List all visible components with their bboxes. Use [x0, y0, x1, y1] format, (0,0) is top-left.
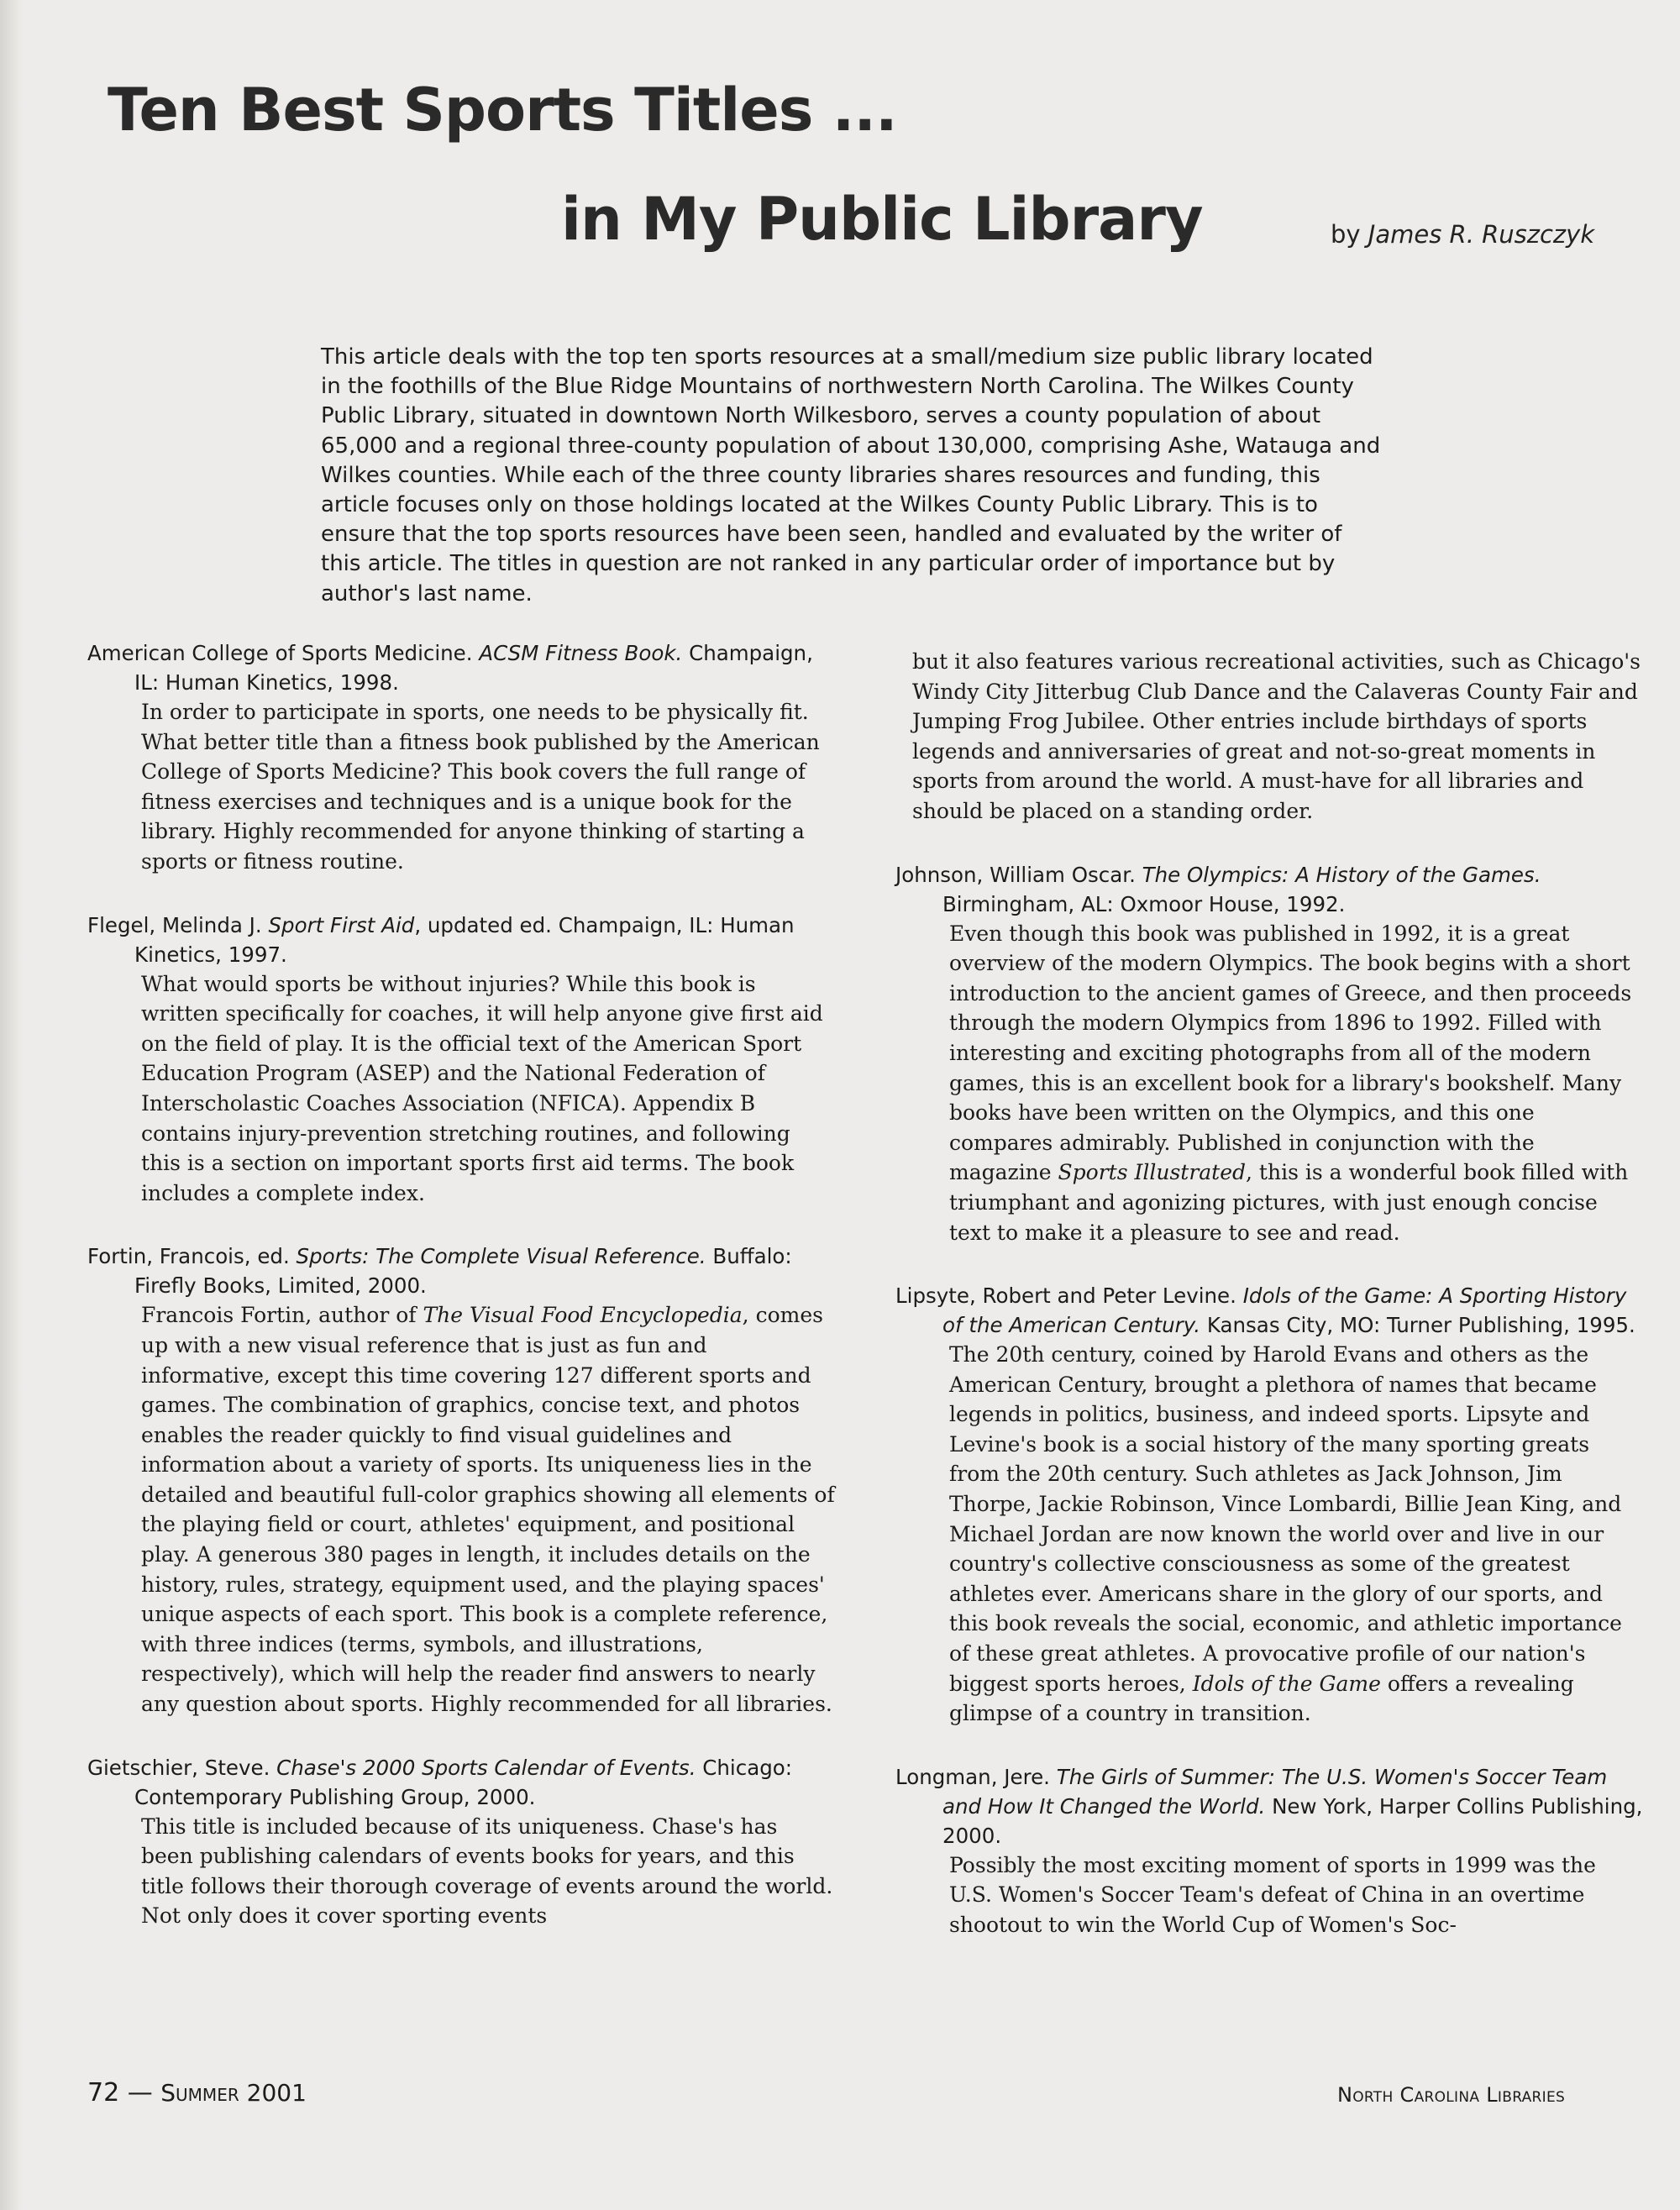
review-text-post: , this is a wonderful book filled with triumphant and agonizing pictures, with just enough concise text to make it a pleasure to see and read. — [949, 1160, 1629, 1245]
citation — [895, 1762, 1643, 1850]
right-column — [895, 647, 1643, 1974]
entry-fortin — [87, 1241, 835, 1719]
citation-title: Sport First Aid — [268, 912, 415, 937]
citation-author: Flegel, Melinda J. — [87, 912, 269, 937]
citation-publisher: Birmingham, AL: Oxmoor House, 1992. — [942, 891, 1346, 916]
review-text-post: , comes up with a new visual reference that is just as fun and informative, except this time covering 127 different sports and games. The combination of graphics, concise text, and photos enables the reader quickly to find visual guidelines and information about a variety of sports. Its uniqueness lies in the detailed and beautiful full-color graphics showing all elements of the playing field or court, athletes' equipment, and positional play. A generous 380 pages in length, it includes details on the history, rules, strategy, equipment used, and the playing spaces' unique aspects of each sport. This book is a complete reference, with three indices (terms, symbols, and illustrations, respectively), which will help the reader find answers to nearly any question about sports. Highly recommended for all libraries. — [141, 1303, 835, 1717]
entry-lipsyte — [895, 1281, 1643, 1729]
citation-title: The Girls of Summer: The U.S. Women's Soccer Team and How It Changed the World. — [942, 1764, 1608, 1819]
citation-title: Sports: The Complete Visual Reference. — [296, 1244, 706, 1269]
citation-title: Chase's 2000 Sports Calendar of Events. — [276, 1755, 696, 1780]
page-edge-shadow — [0, 0, 22, 2210]
citation — [87, 1241, 835, 1300]
review-text-italic: Sports Illustrated — [1058, 1160, 1247, 1185]
citation-publisher: Champaign, IL: Human Kinetics, 1998. — [134, 641, 813, 695]
citation-author: Longman, Jere. — [895, 1764, 1057, 1789]
page-number: 72 — [87, 2078, 120, 2108]
citation-publisher: Kansas City, MO: Turner Publishing, 1995. — [1200, 1313, 1635, 1338]
review-text — [949, 919, 1643, 1248]
journal-name: North Carolina Libraries — [1337, 2083, 1566, 2107]
review-text-italic: Idols of the Game — [1192, 1671, 1381, 1696]
citation-title: Idols of the Game: A Sporting History of the American Century. — [942, 1283, 1627, 1338]
review-continuation: but it also features various recreational activities, such as Chicago's Windy City Jitterbug Club Dance and the Calaveras County Fair and Jumping Frog Jubilee. Other entries include birthdays of sports legends and anniversaries of great and not-so-great moments in sports from around the world. A must-have for all libraries and should be placed on a standing order. — [912, 649, 1641, 823]
review-text — [141, 1300, 835, 1719]
citation-publisher: Buffalo: Firefly Books, Limited, 2000. — [134, 1244, 792, 1299]
review-text-post: offers a revealing glimpse of a country in transition. — [949, 1671, 1574, 1726]
citation-title: The Olympics: A History of the Games. — [1142, 862, 1541, 887]
review-text: This title is included because of its uniqueness. Chase's has been publishing calendars of events books for years, and this title follows their thorough coverage of events around the world. Not only does it cover sporting events — [141, 1814, 833, 1929]
citation-publisher: New York, Harper Collins Publishing, 2000. — [942, 1793, 1643, 1848]
entry-acsm — [87, 638, 835, 877]
article-title-line1: Ten Best Sports Titles ... — [108, 76, 897, 144]
review-text: What would sports be without injuries? While this book is written specifically for coaches, it will help anyone give first aid on the field of play. It is the official text of the American Sport Education Program (ASEP) and the National Federation of Interscholastic Coaches Association (NFICA). Appendix B contains injury-prevention stretching routines, and following this is a section on important sports first aid terms. The book includes a complete index. — [141, 971, 823, 1205]
byline — [1331, 220, 1594, 249]
review-text-pre: Francois Fortin, author of — [141, 1303, 423, 1328]
entry-gietschier — [87, 1753, 835, 1931]
citation-publisher: , updated ed. Champaign, IL: Human Kinetics, 1997. — [134, 912, 795, 967]
issue-season: Summer 2001 — [160, 2079, 307, 2107]
citation-author: Lipsyte, Robert and Peter Levine. — [895, 1283, 1243, 1309]
review-text-pre: Even though this book was published in 1992, it is a great overview of the modern Olympics. The book begins with a short introduction to the ancient games of Greece, and then proceeds through the modern Olympics from 1896 to 1992. Filled with interesting and exciting photographs from all of the modern games, this is an excellent book for a library's bookshelf. Many books have been written on the Olympics, and this one compares admirably. Published in conjunction with the magazine — [949, 921, 1632, 1185]
citation — [87, 1753, 835, 1812]
citation-author: Fortin, Francois, ed. — [87, 1244, 297, 1269]
byline-author: James R. Ruszczyk — [1368, 220, 1595, 249]
citation-author: American College of Sports Medicine. — [87, 641, 480, 665]
entry-flegel — [87, 911, 835, 1209]
review-text: Possibly the most exciting moment of sports in 1999 was the U.S. Women's Soccer Team's defeat of China in an overtime shootout to win the World Cup of Women's Soc- — [949, 1852, 1596, 1937]
citation-publisher: Chicago: Contemporary Publishing Group, 2000. — [134, 1755, 793, 1809]
citation — [895, 860, 1643, 919]
article-intro: This article deals with the top ten sports resources at a small/medium size public library located in the foothills of the Blue Ridge Mountains of northwestern North Carolina. The Wilkes County Public Library, situated in downtown North Wilkesboro, serves a county population of about 65,000 and a regional three-county population of about 130,000, comprising Ashe, Watauga and Wilkes counties. While each of the three county libraries shares resources and funding, this article focuses only on those holdings located at the Wilkes County Public Library. This is to ensure that the top sports resources have been seen, handled and evaluated by the writer of this article. The titles in question are not ranked in any particular order of importance but by author's last name. — [321, 344, 1381, 606]
page-footer-left — [87, 2078, 307, 2108]
citation — [87, 638, 835, 697]
review-text — [949, 1340, 1643, 1729]
byline-prefix: by — [1331, 220, 1368, 249]
citation-author: Gietschier, Steve. — [87, 1755, 277, 1780]
entry-johnson — [895, 860, 1643, 1248]
review-text-pre: The 20th century, coined by Harold Evans and others as the American Century, brought a plethora of names that became legends in politics, business, and indeed sports. Lipsyte and Levine's book is a social history of the many sporting greats from the 20th century. Such athletes as Jack Johnson, Jim Thorpe, Jackie Robinson, Vince Lombardi, Billie Jean King, and Michael Jordan are now known the world over and live in our country's collective consciousness as some of the greatest athletes ever. Americans share in the glory of our sports, and this book reveals the social, economic, and athletic importance of these great athletes. A provocative profile of our nation's biggest sports heroes, — [949, 1342, 1622, 1696]
citation — [895, 1281, 1643, 1340]
review-text-italic: The Visual Food Encyclopedia — [423, 1303, 743, 1328]
entry-longman — [895, 1762, 1643, 1940]
citation-author: Johnson, William Oscar. — [895, 862, 1142, 887]
article-title-line2: in My Public Library — [561, 185, 1203, 254]
citation — [87, 911, 835, 969]
left-column — [87, 638, 835, 1965]
footer-dash: — — [119, 2078, 161, 2108]
citation-title: ACSM Fitness Book. — [479, 641, 683, 665]
review-text: In order to participate in sports, one needs to be physically fit. What better title than a fitness book published by the American College of Sports Medicine? This book covers the full range of fitness exercises and techniques and is a unique book for the library. Highly recommended for anyone thinking of starting a sports or fitness routine. — [141, 700, 820, 874]
